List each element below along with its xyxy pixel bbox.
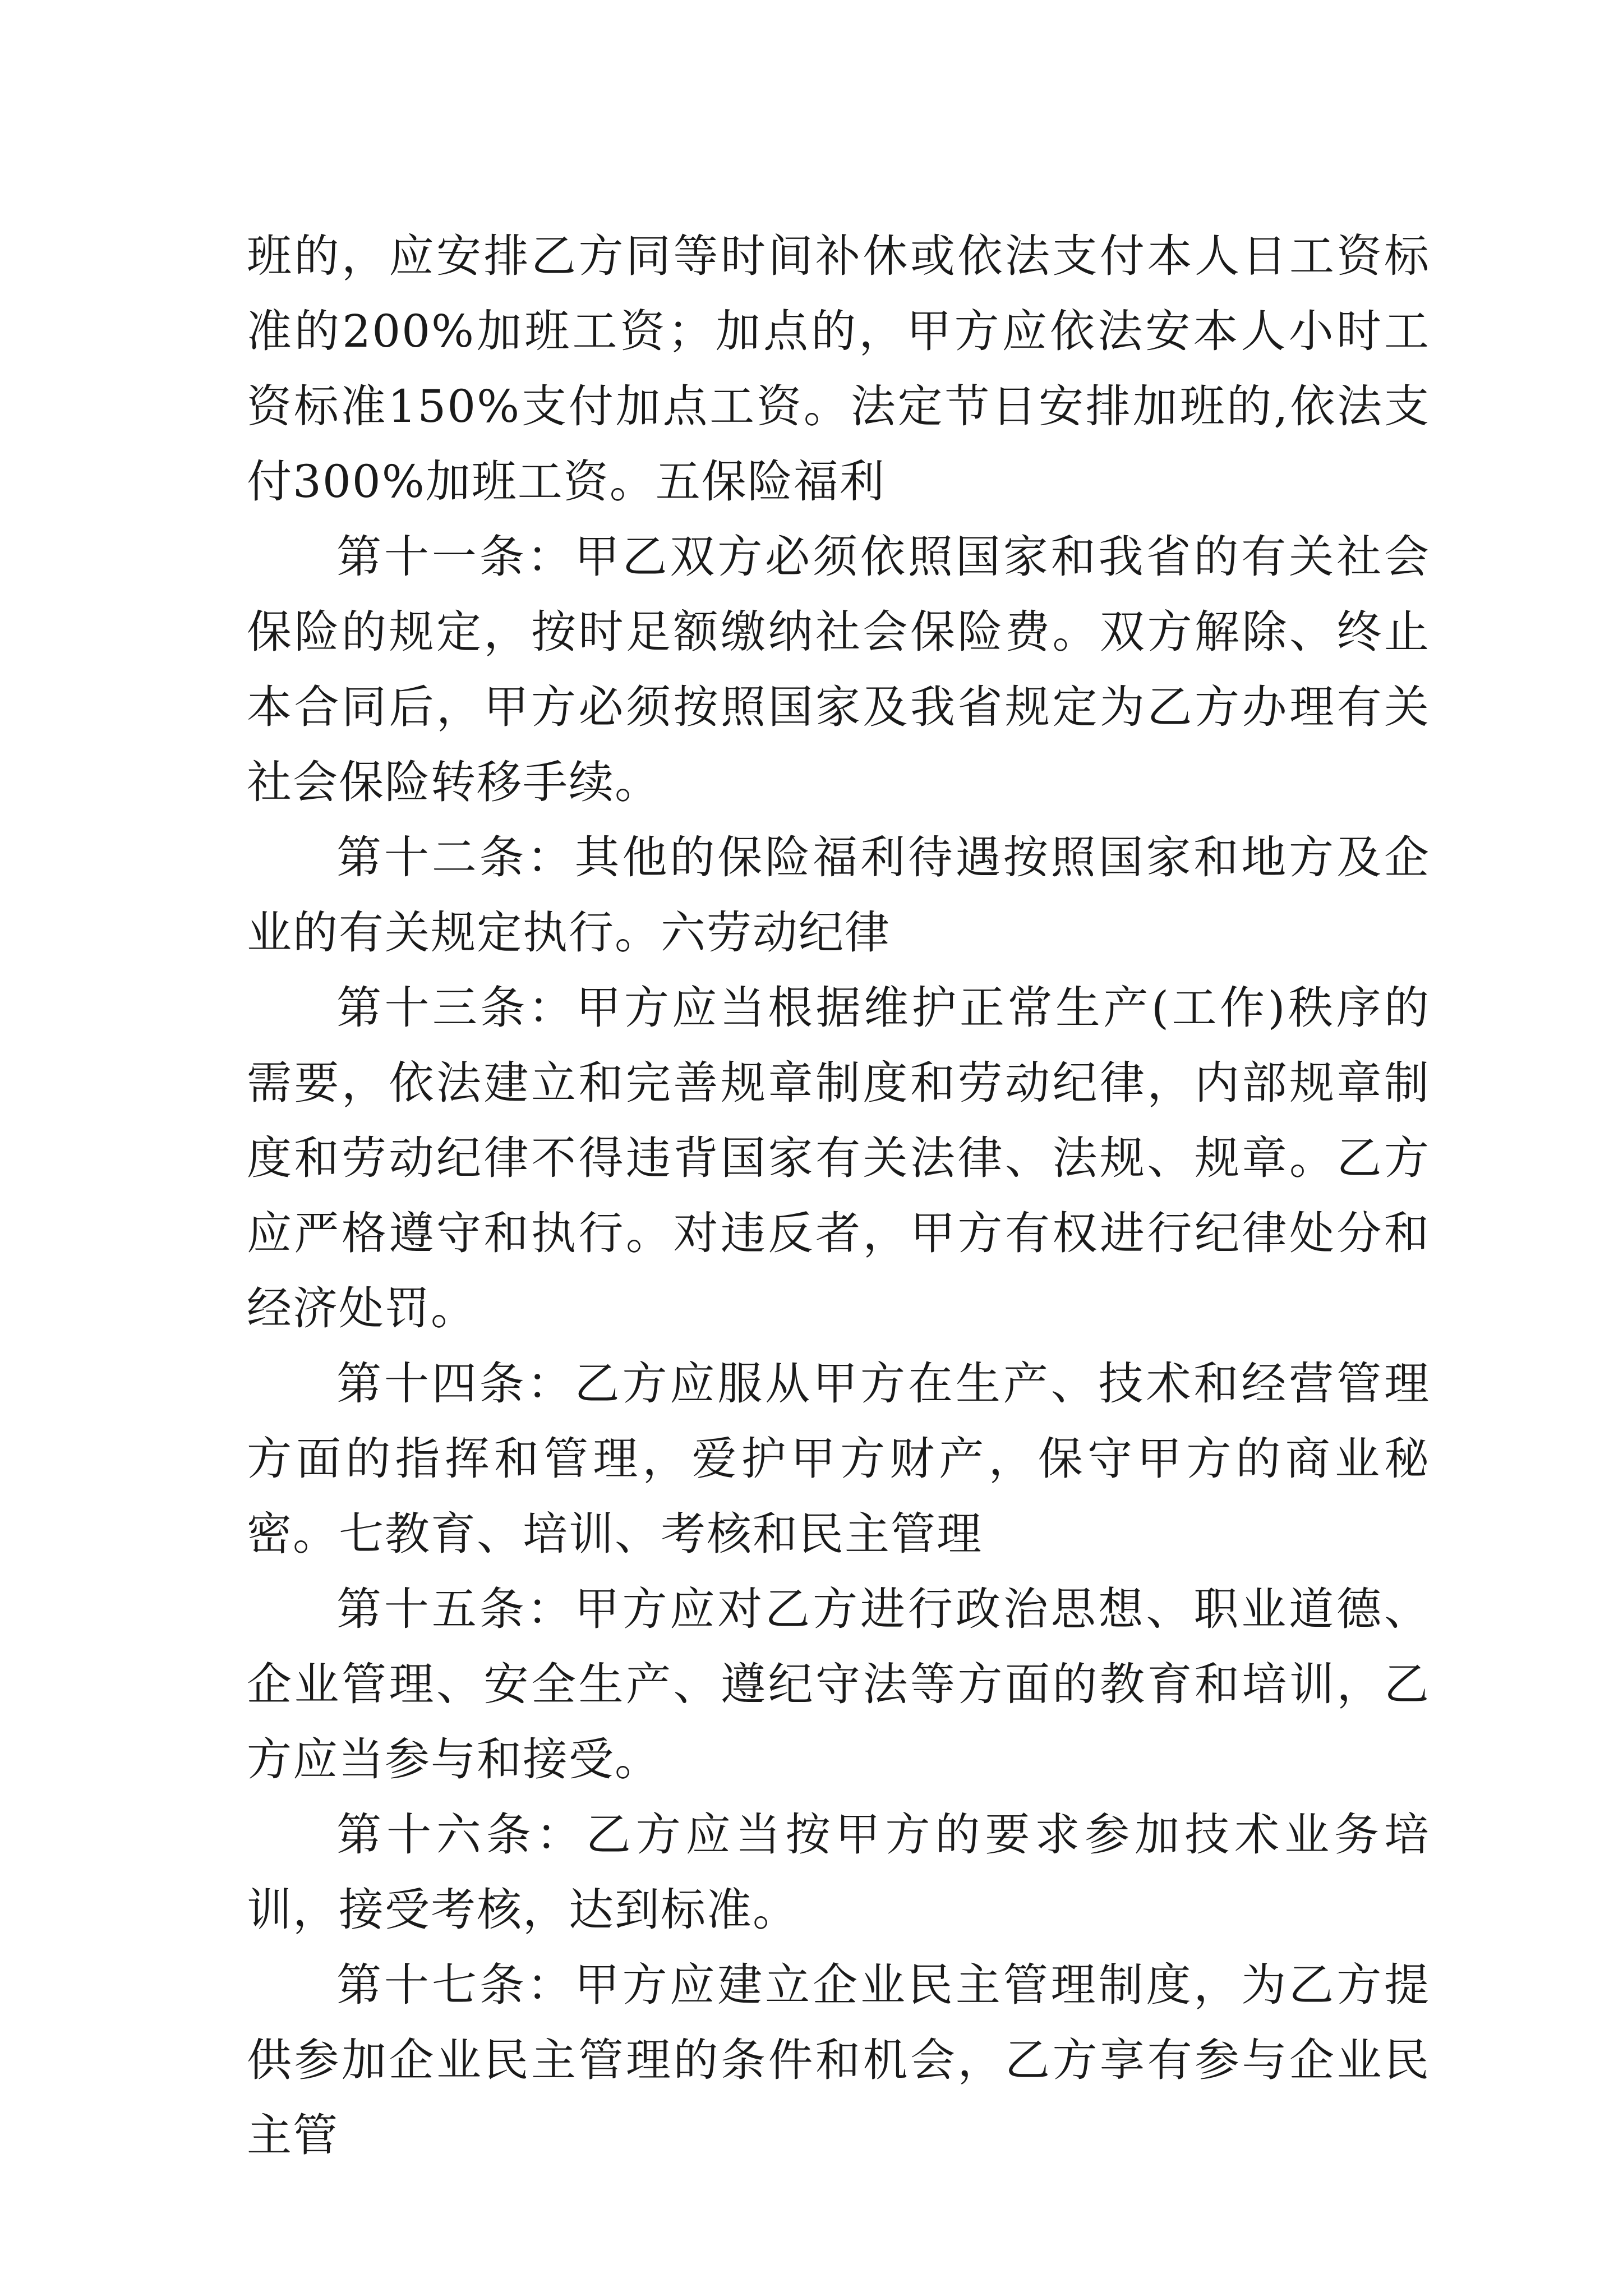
- paragraph-article-17: 第十七条：甲方应建立企业民主管理制度，为乙方提供参加企业民主管理的条件和机会，乙方享有参与企业民主管: [247, 1959, 1430, 2161]
- paragraph-article-15: 第十五条：甲方应对乙方进行政治思想、职业道德、企业管理、安全生产、遵纪守法等方面的教育和培训，乙方应当参与和接受。: [247, 1583, 1430, 1786]
- paragraph-article-14: 第十四条：乙方应服从甲方在生产、技术和经营管理方面的指挥和管理，爱护甲方财产，保守甲方的商业秘密。七教育、培训、考核和民主管理: [247, 1358, 1430, 1560]
- document-body: [247, 219, 1430, 2173]
- paragraph-article-16: 第十六条：乙方应当按甲方的要求参加技术业务培训，接受考核，达到标准。: [247, 1809, 1430, 1936]
- paragraph-overtime-continuation: 班的，应安排乙方同等时间补休或依法支付本人日工资标准的200%加班工资；加点的，甲方应依法安本人小时工资标准150%支付加点工资。法定节日安排加班的,依法支付300%加班工资。五保险福利: [247, 230, 1430, 508]
- paragraph-article-13: 第十三条：甲方应当根据维护正常生产(工作)秩序的需要，依法建立和完善规章制度和劳动纪律，内部规章制度和劳动纪律不得违背国家有关法律、法规、规章。乙方应严格遵守和执行。对违反者，甲方有权进行纪律处分和经济处罚。: [247, 982, 1430, 1335]
- paragraph-article-12: 第十二条：其他的保险福利待遇按照国家和地方及企业的有关规定执行。六劳动纪律: [247, 831, 1430, 959]
- paragraph-article-11: 第十一条：甲乙双方必须依照国家和我省的有关社会保险的规定，按时足额缴纳社会保险费。双方解除、终止本合同后，甲方必须按照国家及我省规定为乙方办理有关社会保险转移手续。: [247, 531, 1430, 808]
